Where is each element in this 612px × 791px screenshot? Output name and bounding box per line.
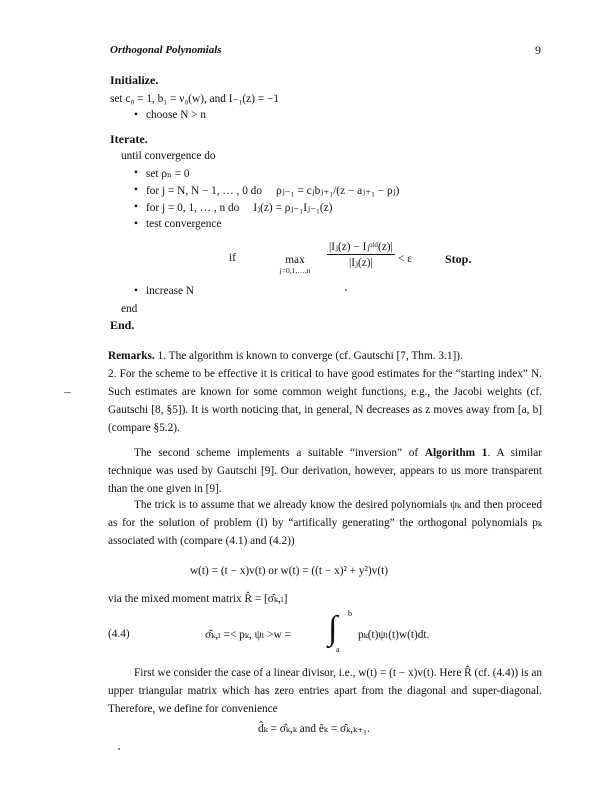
fraction-denominator: |Iⱼ(z)| bbox=[348, 257, 373, 269]
equation-4-4-label: (4.4) bbox=[108, 628, 130, 640]
margin-mark bbox=[64, 392, 71, 393]
iterate-heading: Iterate. bbox=[110, 132, 148, 146]
integral-upper-limit: b bbox=[348, 609, 352, 618]
equation-4-4-lhs: σ̂ₖ,ₗ =< pₖ, ψₗ >w = bbox=[205, 629, 291, 641]
mixed-moment-line: via the mixed moment matrix R̂ = [σ̂ₖ,ₗ] bbox=[108, 593, 288, 605]
remarks-text-2: 2. For the scheme to be effective it is critical to have good estimates for the “starting index” N. Such estimates are known for some common weight functions, e.g., the Jacobi weights (cf. Gautschi [8, §5]). It is worth noticing that, in general, N decreases as z moves away from [a, b] (compare §5.2). bbox=[108, 368, 542, 434]
remarks-text-1: 1. The algorithm is known to converge (cf. Gautschi [7, Thm. 3.1]). bbox=[154, 350, 463, 362]
test-if: if bbox=[229, 252, 236, 264]
stop-label: Stop. bbox=[445, 252, 472, 266]
test-fraction bbox=[327, 240, 395, 269]
bullet-backward-loop: • for j = N, N − 1, … , 0 do ρⱼ₋₁ = cⱼbⱼ₊₁/(z − aⱼ₊₁ − ρⱼ) bbox=[146, 184, 399, 197]
bullet-forward-loop: • for j = 0, 1, … , n do Iⱼ(z) = ρⱼ₋₁Iⱼ₋₁(z) bbox=[146, 201, 332, 214]
max-operator: max bbox=[285, 254, 305, 266]
equation-4-4-rhs: pₖ(t)ψₗ(t)w(t)dt. bbox=[358, 629, 430, 641]
max-subscript: j=0,1,…,n bbox=[279, 266, 311, 275]
paragraph-linear-divisor: First we consider the case of a linear divisor, i.e., w(t) = (t − x)v(t). Here R̂ (cf. (4.4)) is an upper triangular matrix which has zero entries apart from the diagonal and super-diagonal. Therefore, we define for convenience bbox=[108, 667, 542, 715]
bullet-test-convergence: • test convergence bbox=[146, 218, 221, 230]
equation-weight-functions: w(t) = (t − x)v(t) or w(t) = ((t − x)² + y²)v(t) bbox=[190, 565, 388, 577]
fraction-numerator: |Iⱼ(z) − Iⱼᵒˡᵈ(z)| bbox=[329, 241, 393, 253]
init-bullet: • choose N > n bbox=[146, 109, 206, 121]
remarks-lead: Remarks. bbox=[108, 350, 155, 362]
integral-sign: ∫ bbox=[328, 610, 338, 647]
bullet-set-rho: • set ρₙ = 0 bbox=[146, 167, 190, 180]
initialize-heading: Initialize. bbox=[110, 73, 159, 87]
integral-lower-limit: a bbox=[336, 645, 340, 654]
running-header-title: Orthogonal Polynomials bbox=[110, 44, 222, 56]
page-speck bbox=[118, 748, 120, 750]
until-line: until convergence do bbox=[121, 150, 216, 162]
equation-d-e-definitions: d̂ₖ = σ̂ₖ,ₖ and êₖ = σ̂ₖ,ₖ₊₁. bbox=[258, 723, 370, 735]
test-max bbox=[270, 254, 320, 275]
page-speck bbox=[345, 289, 347, 291]
paragraph-trick: The trick is to assume that we already know the desired polynomials ψₖ and then proceed as for the solution of problem (I) by “artifically generating” the orthogonal polynomials pₖ associated with (compare (4.1) and (4.2)) bbox=[108, 499, 542, 547]
paragraph-second-scheme: The second scheme implements a suitable “inversion” of Algorithm 1. A similar technique was used by Gautschi [9]. Our derivation, however, appears to us more transparent than the one given in [9]. bbox=[108, 447, 542, 495]
test-relation: < ε bbox=[398, 253, 412, 265]
bullet-increase-n: • increase N bbox=[146, 285, 194, 297]
end-lower: end bbox=[121, 303, 138, 315]
page-number: 9 bbox=[535, 43, 541, 57]
remarks-paragraph bbox=[108, 347, 542, 437]
algorithm-1-ref: Algorithm 1 bbox=[424, 447, 488, 459]
end-heading: End. bbox=[110, 318, 135, 332]
init-line: set c₀ = 1, b₁ = ν₀(w), and I₋₁(z) = −1 bbox=[110, 93, 280, 105]
